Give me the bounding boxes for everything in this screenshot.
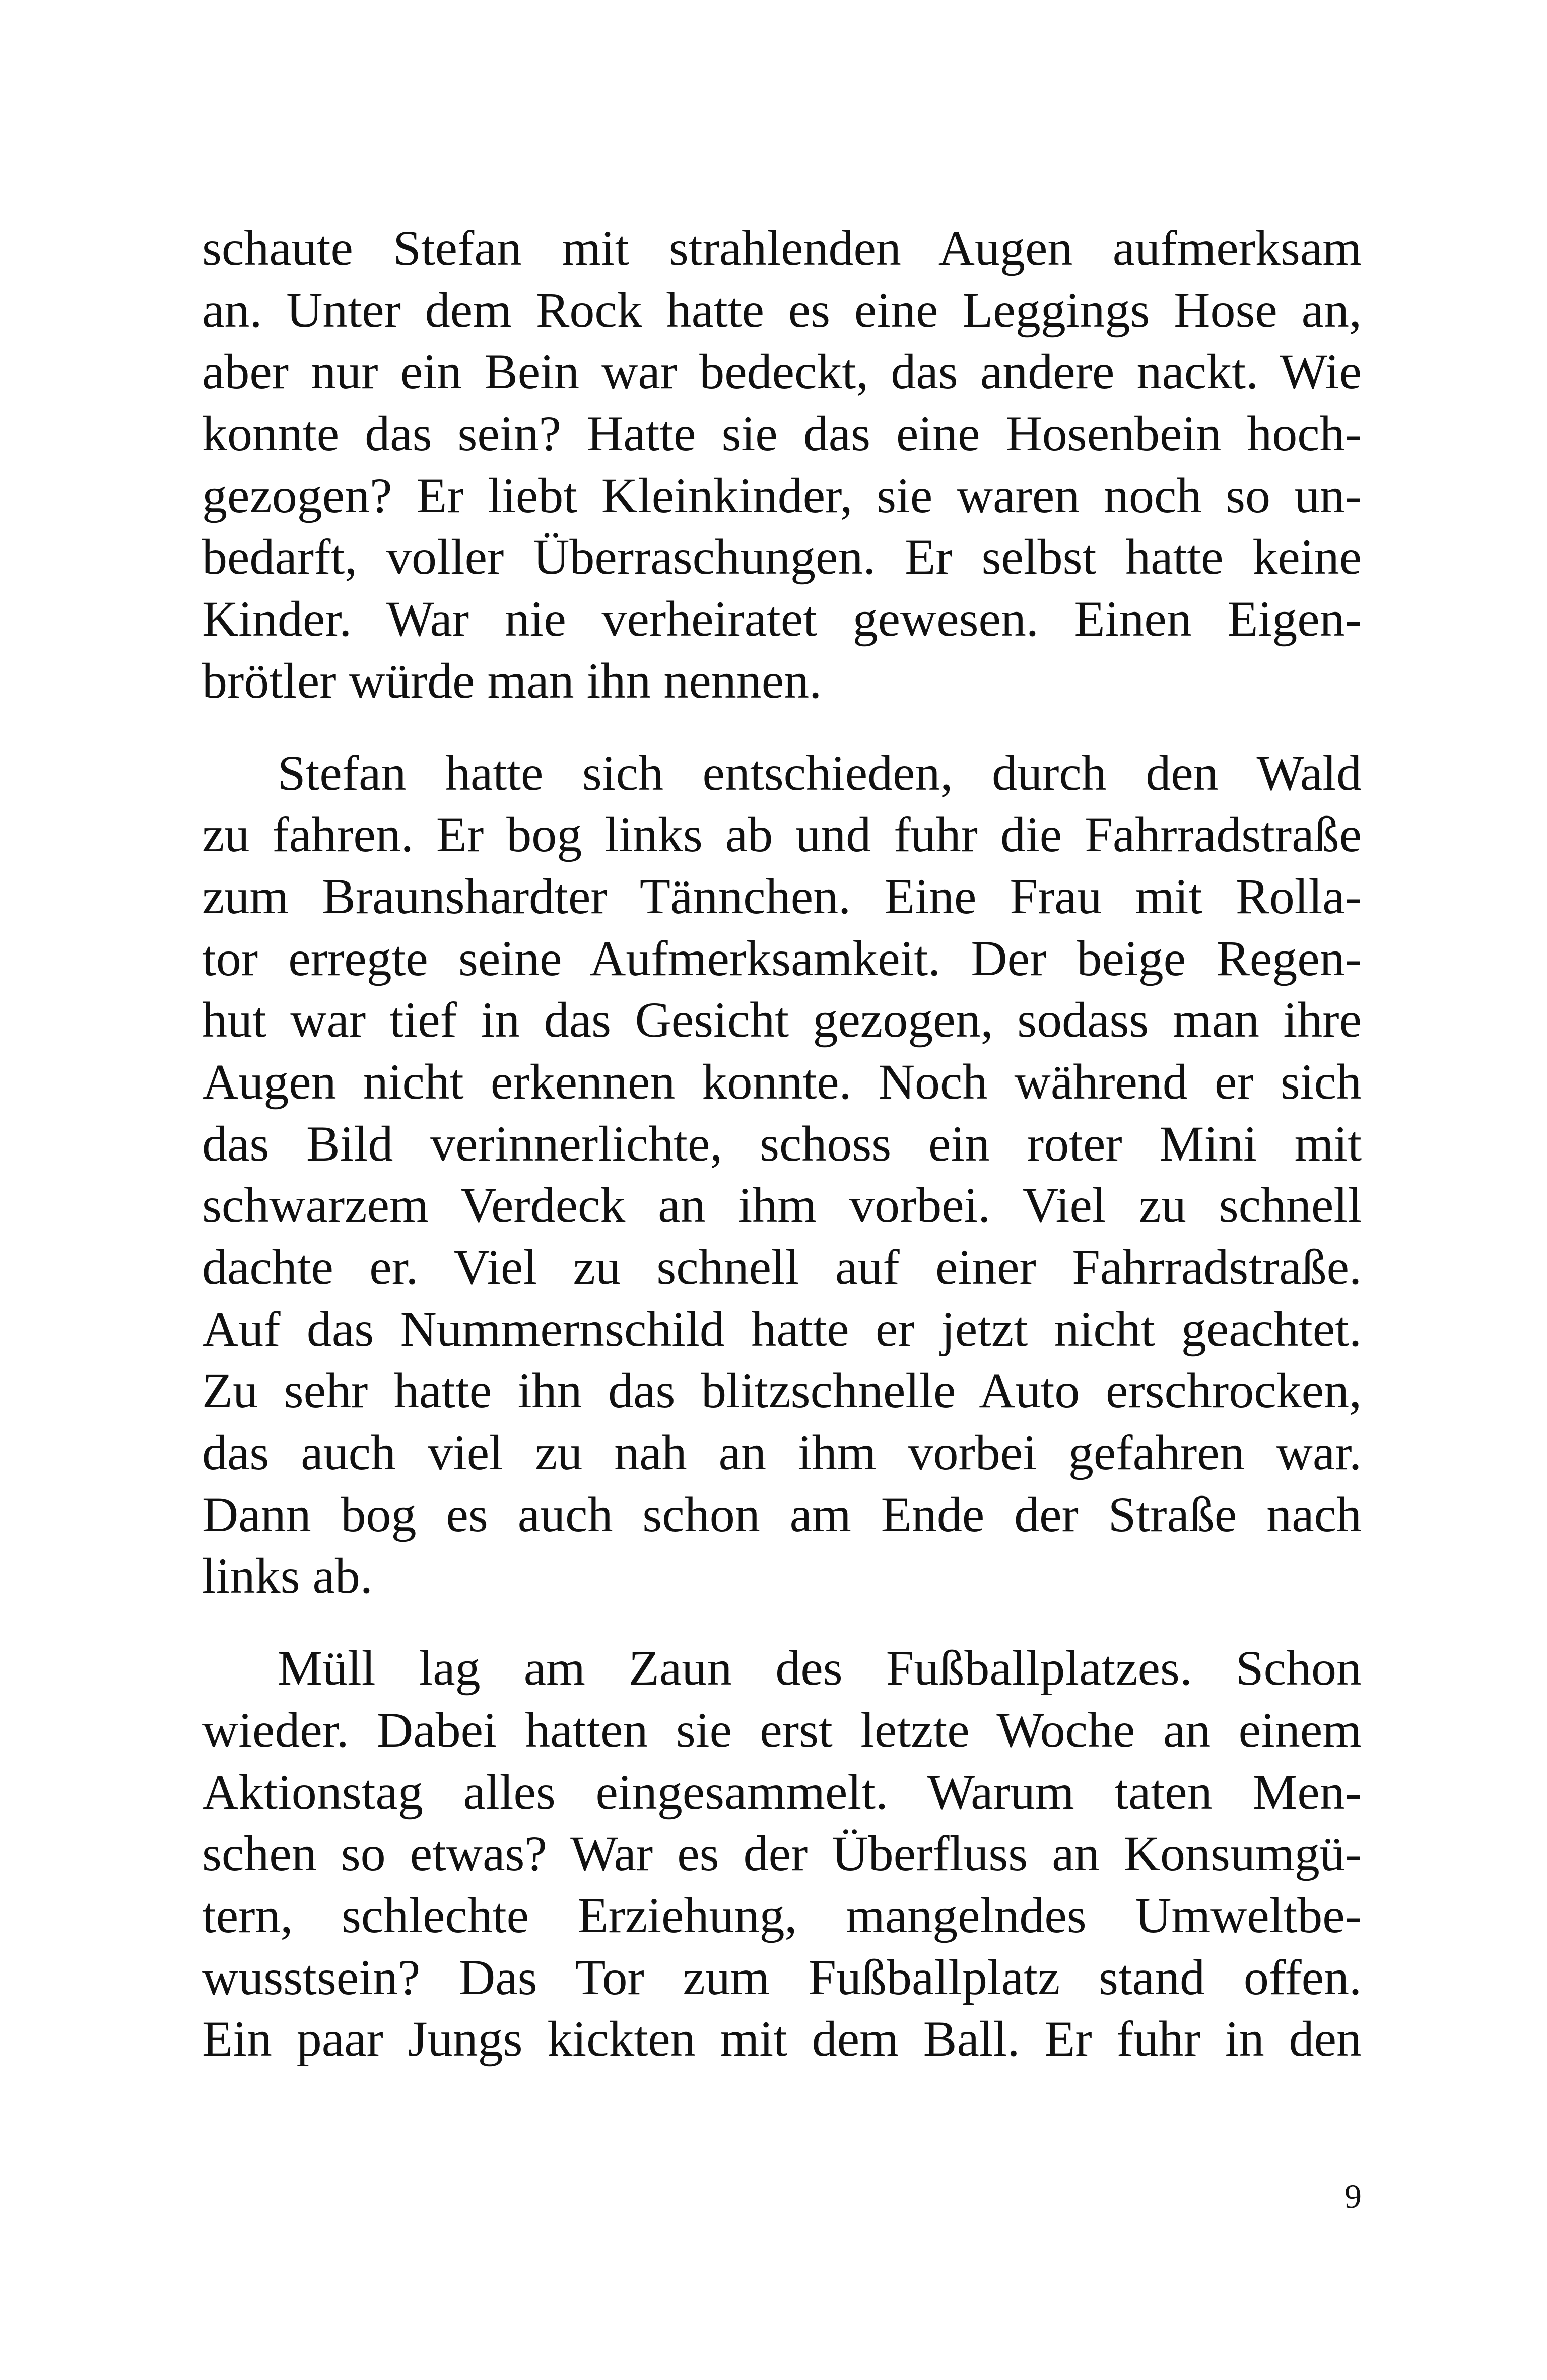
text-line: schwarzem Verdeck an ihm vorbei. Viel zu schnell xyxy=(202,1177,1362,1234)
text-line: tor erregte seine Aufmerksamkeit. Der beige Regen- xyxy=(202,930,1362,986)
text-line: Stefan hatte sich entschieden, durch den Wald xyxy=(202,744,1362,801)
paragraph-1 xyxy=(202,218,1362,712)
text-line: an. Unter dem Rock hatte es eine Leggings Hose an, xyxy=(202,282,1362,338)
text-line: Aktionstag alles eingesammelt. Warum taten Men- xyxy=(202,1763,1362,1820)
text-line: bedarft, voller Überraschungen. Er selbst hatte keine xyxy=(202,529,1362,585)
text-line: wusstsein? Das Tor zum Fußballplatz stand offen. xyxy=(202,1949,1362,2005)
body-text xyxy=(202,218,1362,2070)
page-number: 9 xyxy=(1344,2177,1362,2215)
paragraph-gap xyxy=(202,1607,1362,1638)
text-line: das auch viel zu nah an ihm vorbei gefahren war. xyxy=(202,1424,1362,1481)
text-line: wieder. Dabei hatten sie erst letzte Woche an einem xyxy=(202,1702,1362,1758)
text-line: das Bild verinnerlichte, schoss ein roter Mini mit xyxy=(202,1115,1362,1172)
text-line: schen so etwas? War es der Überfluss an Konsumgü- xyxy=(202,1825,1362,1882)
text-line: brötler würde man ihn nennen. xyxy=(202,652,822,709)
text-line: hut war tief in das Gesicht gezogen, sodass man ihre xyxy=(202,992,1362,1048)
text-line: zum Braunshardter Tännchen. Eine Frau mit Rolla- xyxy=(202,868,1362,924)
text-line: dachte er. Viel zu schnell auf einer Fahrradstraße. xyxy=(202,1239,1362,1295)
text-line: konnte das sein? Hatte sie das eine Hosenbein hoch- xyxy=(202,405,1362,462)
text-line: zu fahren. Er bog links ab und fuhr die Fahrradstraße xyxy=(202,806,1362,863)
text-line: Augen nicht erkennen konnte. Noch während er sich xyxy=(202,1053,1362,1110)
text-line: Auf das Nummernschild hatte er jetzt nicht geachtet. xyxy=(202,1301,1362,1357)
paragraph-2 xyxy=(202,742,1362,1608)
text-line: Müll lag am Zaun des Fußballplatzes. Schon xyxy=(202,1640,1362,1696)
text-line: gezogen? Er liebt Kleinkinder, sie waren noch so un- xyxy=(202,467,1362,523)
paragraph-gap xyxy=(202,712,1362,742)
text-line: Dann bog es auch schon am Ende der Straße nach xyxy=(202,1486,1362,1542)
text-line: Zu sehr hatte ihn das blitzschnelle Auto erschrocken, xyxy=(202,1363,1362,1419)
text-line: Ein paar Jungs kickten mit dem Ball. Er fuhr in den xyxy=(202,2011,1362,2067)
text-line: tern, schlechte Erziehung, mangelndes Umweltbe- xyxy=(202,1887,1362,1943)
text-line: schaute Stefan mit strahlenden Augen aufmerksam xyxy=(202,220,1362,276)
text-line: links ab. xyxy=(202,1548,373,1604)
paragraph-3 xyxy=(202,1638,1362,2070)
text-line: aber nur ein Bein war bedeckt, das andere nackt. Wie xyxy=(202,344,1362,400)
text-line: Kinder. War nie verheiratet gewesen. Einen Eigen- xyxy=(202,591,1362,647)
